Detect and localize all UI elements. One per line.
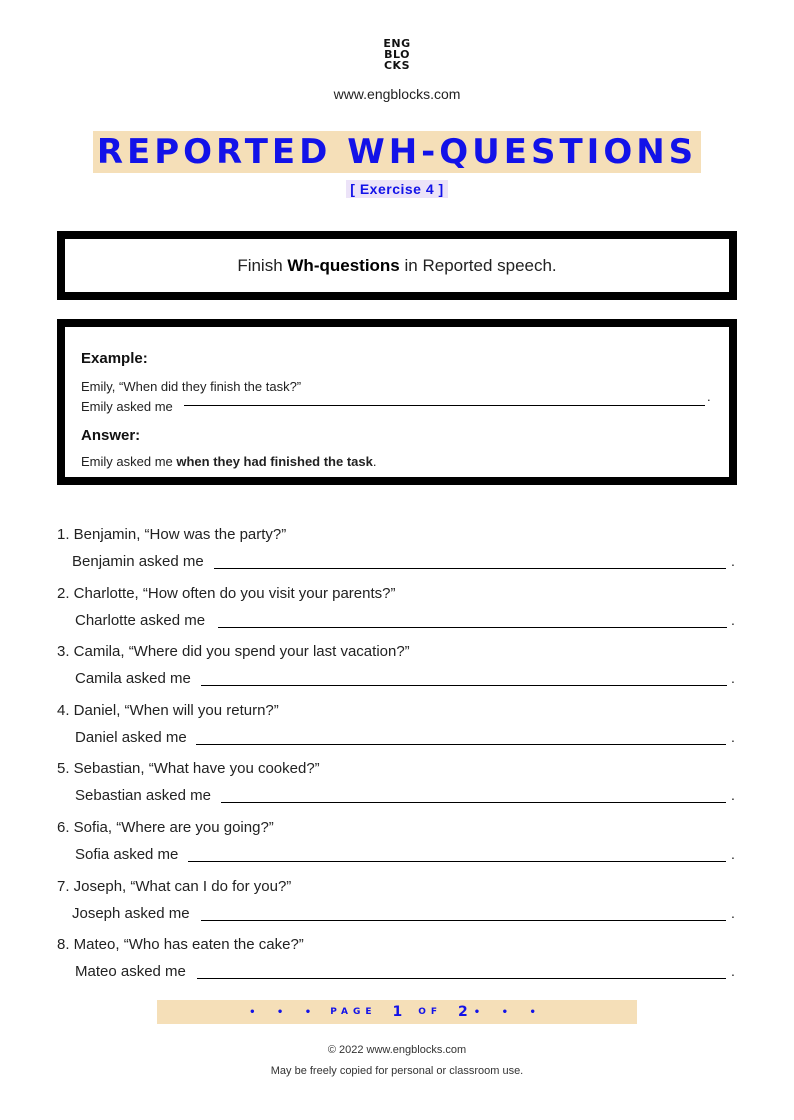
question-text: 8. Mateo, “Who has eaten the cake?” [57, 936, 304, 954]
answer-end: . [731, 846, 735, 862]
answer-line[interactable] [214, 568, 726, 569]
engblocks-logo [380, 38, 414, 71]
question-text: 2. Charlotte, “How often do you visit your parents?” [57, 584, 396, 602]
answer-end: . [731, 904, 735, 921]
answer-line[interactable] [196, 744, 726, 745]
question-prompt: Joseph asked me [72, 904, 190, 922]
question-text: 7. Joseph, “What can I do for you?” [57, 877, 292, 895]
question-prompt: Charlotte asked me [75, 611, 206, 629]
example-heading: Example: [81, 350, 148, 367]
example-prompt: Emily asked me [81, 399, 173, 414]
logo-line: CKS [383, 59, 411, 72]
answer-end: . [731, 787, 735, 804]
pager-current: 1 [392, 1004, 403, 1020]
worksheet-title: REPORTED WH-QUESTIONS [93, 131, 701, 173]
question-prompt: Mateo asked me [75, 963, 186, 981]
answer-line[interactable] [197, 978, 726, 979]
site-url[interactable]: www.engblocks.com [333, 86, 461, 102]
exercise-label: [ Exercise 4 ] [346, 180, 447, 198]
license-note: May be freely copied for personal or classroom use. [270, 1065, 524, 1077]
answer-line[interactable] [188, 861, 726, 862]
example-end: . [707, 389, 711, 404]
question-prompt: Daniel asked me [75, 728, 187, 746]
pager-dots-right: • • • [473, 1006, 545, 1018]
instruction-box [57, 231, 737, 300]
copyright: © 2022 www.engblocks.com [327, 1044, 467, 1056]
pager-dots-left: • • • [249, 1006, 321, 1018]
pager-of-label: OF [418, 1007, 443, 1017]
question-text: 5. Sebastian, “What have you cooked?” [57, 760, 320, 778]
answer-line[interactable] [201, 920, 726, 921]
logo-line: BLO [384, 48, 410, 61]
page-indicator [157, 1000, 637, 1024]
example-box [57, 319, 737, 485]
answer-line[interactable] [221, 802, 726, 803]
question-text: 4. Daniel, “When will you return?” [57, 701, 279, 719]
answer-end: . [731, 963, 735, 980]
pager-total: 2 [458, 1004, 468, 1020]
answer-end: . [731, 553, 735, 569]
answer-end: . [731, 670, 735, 687]
question-prompt: Sebastian asked me [75, 787, 211, 805]
answer-line[interactable] [201, 685, 727, 686]
answer-end: . [731, 728, 735, 745]
question-prompt: Camila asked me [75, 670, 191, 688]
answer-line[interactable] [218, 627, 727, 628]
pager-page-label: PAGE [330, 1007, 377, 1017]
question-text: 3. Camila, “Where did you spend your last vacation?” [57, 643, 410, 661]
question-prompt: Benjamin asked me [72, 553, 204, 570]
example-answer: Emily asked me when they had finished the task. [81, 454, 377, 469]
question-text: 6. Sofia, “Where are you going?” [57, 819, 274, 836]
question-prompt: Sofia asked me [75, 846, 179, 863]
answer-heading: Answer: [81, 427, 141, 444]
question-text: 1. Benjamin, “How was the party?” [57, 526, 287, 543]
example-question: Emily, “When did they finish the task?” [81, 379, 302, 394]
logo-line: ENG [383, 37, 411, 50]
answer-end: . [731, 611, 735, 628]
instruction-text: Finish Wh-questions in Reported speech. [237, 255, 557, 275]
example-answer-line [184, 405, 705, 406]
